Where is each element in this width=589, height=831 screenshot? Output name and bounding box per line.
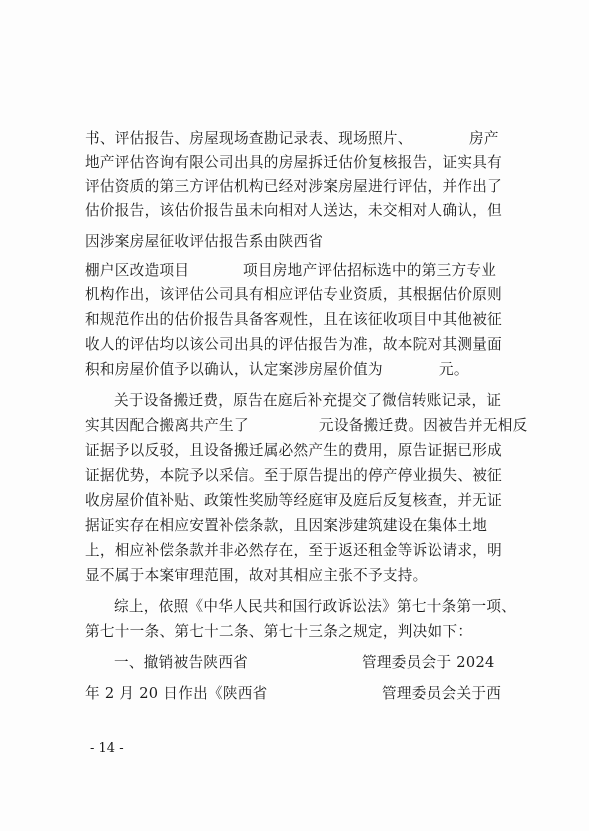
- line-1-part-2: 房产: [469, 130, 499, 147]
- line-19-part-1: 综上，依照《中华人民共和国行政诉讼法》第七十条第一项、: [114, 598, 517, 615]
- line-1-part-1: 书、评估报告、房屋现场查勘记录表、现场照片、: [85, 130, 413, 147]
- line-6-part-2: 项目房地产评估招标选中的第三方专业: [243, 262, 497, 279]
- line-10-part-2: 元。: [439, 361, 469, 378]
- line-3-part-1: 评估资质的第三方评估机构已经对涉案房屋进行评估，并作出了: [85, 178, 503, 195]
- line-10-part-1: 积和房屋价值予以确认，认定案涉房屋价值为: [85, 361, 383, 378]
- line-17-part-1: 上，相应补偿条款并非必然存在，至于返还租金等诉讼请求，明: [85, 542, 503, 559]
- line-5-part-1: 因涉案房屋征收评估报告系由陕西省: [85, 233, 324, 250]
- page-number: - 14 -: [90, 741, 124, 756]
- line-12-part-1: 实其因配合搬离共产生了: [85, 417, 249, 434]
- line-4-part-1: 估价报告，该估价报告虽未向相对人送达，未交相对人确认，但: [85, 202, 503, 219]
- line-20-part-1: 第七十一条、第七十二条、第七十三条之规定，判决如下：: [85, 623, 473, 640]
- line-21-part-2: 管理委员会于 2024: [362, 654, 495, 671]
- line-13-part-1: 证据予以反驳，且设备搬迁属必然产生的费用，原告证据已形成: [85, 442, 503, 459]
- line-18-part-1: 显不属于本案审理范围，故对其相应主张不予支持。: [85, 567, 428, 584]
- line-9-part-1: 收人的评估均以该公司出具的评估报告为准，故本院对其测量面: [85, 336, 503, 353]
- line-7-part-1: 机构作出，该评估公司具有相应评估专业资质，其根据估价原则: [85, 286, 503, 303]
- line-12-part-2: 元设备搬迁费。因被告并无相反: [319, 417, 528, 434]
- line-8-part-1: 和规范作出的估价报告具备客观性，且在该征收项目中其他被征: [85, 311, 503, 328]
- line-22-part-2: 管理委员会关于西: [382, 685, 502, 702]
- line-6-part-1: 棚户区改造项目: [85, 262, 190, 279]
- line-2-part-1: 地产评估咨询有限公司出具的房屋拆迁估价复核报告，证实具有: [85, 154, 503, 171]
- line-14-part-1: 证据优势，本院予以采信。至于原告提出的停产停业损失、被征: [85, 467, 503, 484]
- line-11-part-1: 关于设备搬迁费，原告在庭后补充提交了微信转账记录，证: [114, 392, 502, 409]
- line-16-part-1: 据证实存在相应安置补偿条款，且因案涉建筑建设在集体土地: [85, 517, 488, 534]
- line-15-part-1: 收房屋价值补贴、政策性奖励等经庭审及庭后反复核查，并无证: [85, 492, 503, 509]
- line-21-part-1: 一、撤销被告陕西省: [114, 654, 249, 671]
- line-22-part-1: 年 2 月 20 日作出《陕西省: [85, 685, 268, 702]
